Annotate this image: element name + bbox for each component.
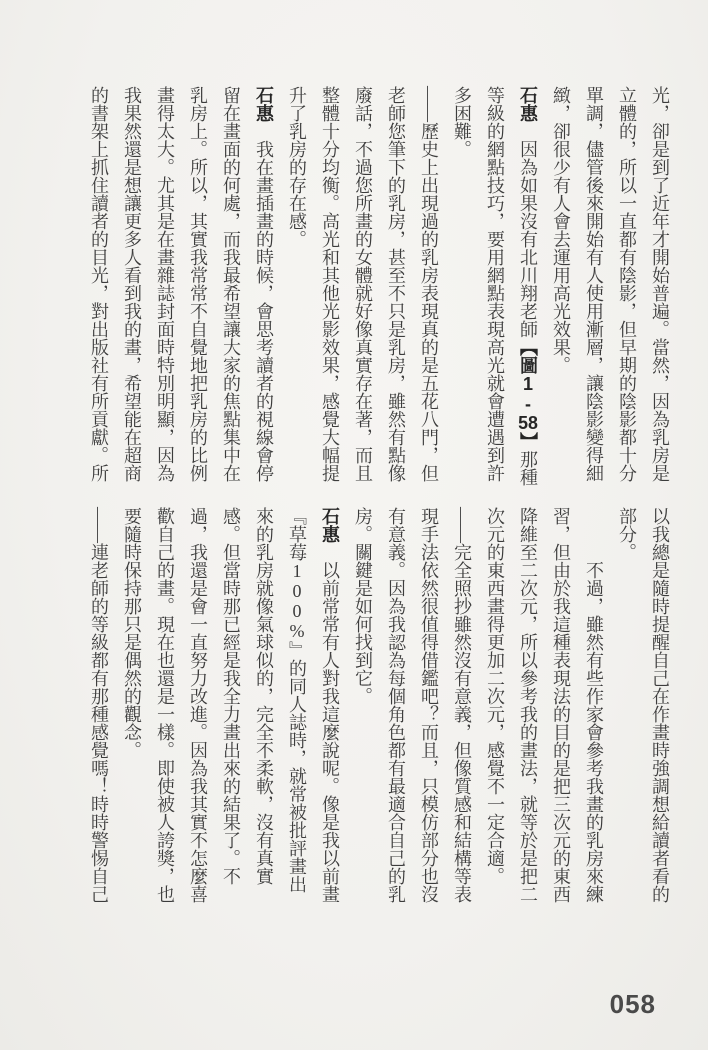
paragraph-text: 光，卻是到了近年才開始普遍。當然，因為乳房是立體的，所以一直都有陰影，但早期的陰影都十分單調，儘管後來開始有人使用漸層，讓陰影變得細緻，卻很少有人會去運用高光效果。 [551,86,670,482]
paragraph-text: 』的同人誌時，就常被批評畫出來的乳房就像氣球似的，完全不柔軟，沒有真實感。但當時那已經是我全力畫出來的結果了。不過，我還是會一直努力改進。因為我其實不怎麼喜歡自己的畫。現在也還是一樣。即使被人誇獎，也要隨時保持那只是偶然的觀念。 [122,507,307,903]
speaker-label: 石惠 [254,86,274,122]
title-inline-number: 100% [287,561,307,641]
paragraph-ishikei-answer-2 [82,86,280,488]
paragraph-text: ——連老師的等級都有那種感覺嗎！時時警惕自己 [89,507,109,903]
figure-reference-close: 】 [518,432,538,450]
paragraph-text: 因為如果沒有北川翔老師 [518,122,538,338]
paragraph-text: 以前常常有人對我這麼說呢。像是我以前畫『草莓 [287,507,340,903]
paragraph-narration-continued [544,86,676,488]
paragraph-text: 不過，雖然有些作家會參考我畫的乳房來練習，但由於我這種表現法的目的是把三次元的東西降維至二次元，所以參考我的畫法，就等於是把二次元的東西畫得更加二次元，感覺不一定合適。 [485,507,604,903]
page-number: 058 [609,989,656,1019]
paragraph-text: 以我總是隨時提醒自己在作畫時強調想給讀者看的部分。 [617,507,670,903]
paragraph-ishikei-answer-3 [115,507,346,909]
paragraph-text: 我在畫插畫的時候，會思考讀者的視線會停留在畫面的何處，而我最希望讓大家的焦點集中在乳房上。所以，其實我常常不自覺地把乳房的比例畫得太大。尤其是在畫雜誌封面時特別明顯，因為我果然還是想讓更多人看到我的畫，希望能在超商的書架上抓住讀者的目光，對出版社有所貢獻。所 [89,86,274,482]
paragraph-text: ——完全照抄雖然沒有意義，但像質感和結構等表現手法依然很值得借鑑吧？而且，只模仿部分也沒有意義。因為我認為每個角色都有最適合自己的乳房。關鍵是如何找到它。 [353,507,472,903]
text-band-top [82,86,676,488]
speaker-label: 石惠 [320,507,340,543]
paragraph-answer-new-paragraph [478,507,610,909]
paragraph-interviewer-question-1 [280,86,445,488]
paragraph-interviewer-question-2 [346,507,478,909]
paragraph-interviewer-question-3 [82,507,115,909]
paragraph-text: ——歷史上出現過的乳房表現真的是五花八門，但老師您筆下的乳房，甚至不只是乳房，雖然有點像廢話，不過您所畫的女體就好像真實存在著，而且整體十分均衡。高光和其他光影效果，感覺大幅提升了乳房的存在感。 [287,86,439,482]
text-band-bottom [82,507,676,909]
paragraph-answer-continued [610,507,676,909]
figure-reference-number-pair: 58 [518,414,538,432]
figure-reference-number: 1- [518,374,538,414]
paragraph-text: 那種等級的網點技巧，要用網點表現高光就會遭遇到許多困難。 [452,86,538,486]
figure-reference-open: 【圖 [518,338,538,374]
speaker-label: 石惠 [518,86,538,122]
paragraph-ishikei-answer-1 [445,86,544,488]
